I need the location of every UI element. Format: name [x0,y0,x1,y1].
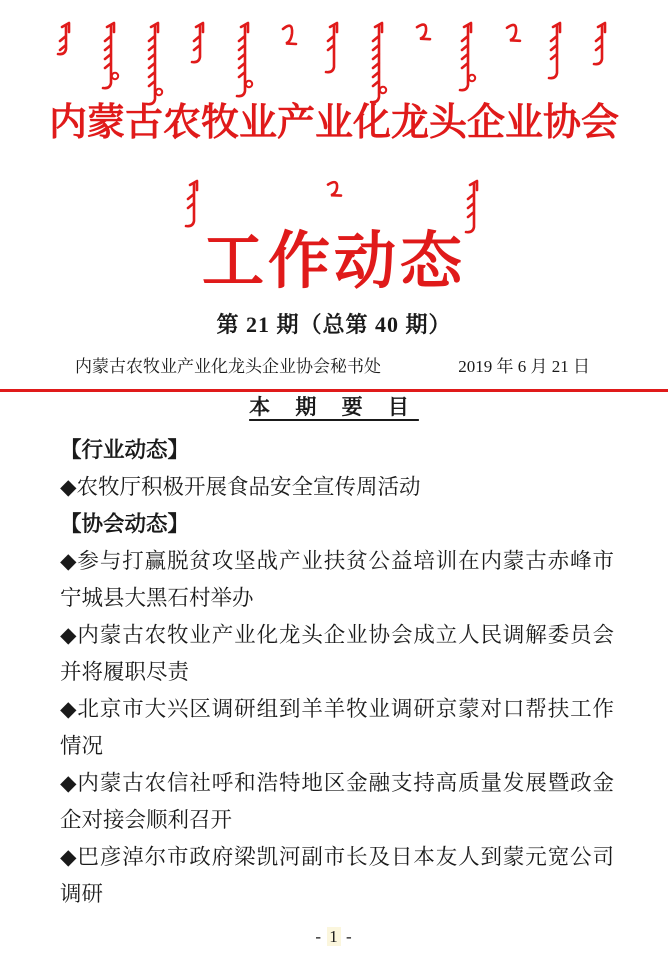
toc-item-line: 调研 [60,882,104,906]
mongolian-glyph [190,20,210,66]
mongolian-glyph [413,20,433,44]
mongolian-script-row-top [56,20,612,110]
toc-section-heading: 【行业动态】 [60,438,190,462]
toc-list [60,432,614,913]
toc-item-line: 企对接会顺利召开 [60,808,233,832]
mongolian-glyph [184,178,204,230]
mongolian-glyph [279,20,299,50]
meta-row [75,355,590,379]
toc-section-heading: 【协会动态】 [60,512,190,536]
toc-item-line: ◆巴彦淖尔市政府梁凯河副市长及日本友人到蒙元宽公司 [60,845,614,869]
page-number: 1 [329,927,339,946]
org-title: 内蒙古农牧业产业化龙头企业协会 [48,102,619,144]
mongolian-glyph [145,20,165,108]
red-divider [0,389,668,392]
issue-number: 第 21 期（总第 40 期） [216,312,452,337]
mongolian-glyph [324,178,344,200]
mongolian-glyph [101,20,121,92]
toc-item-line: ◆内蒙古农牧业产业化龙头企业协会成立人民调解委员会 [60,623,614,647]
toc-heading: 本 期 要 目 [249,395,419,419]
toc-item-line: 并将履职尽责 [60,660,190,684]
page-footer [0,927,668,947]
mongolian-glyph [458,20,478,94]
toc-item-line: ◆内蒙古农信社呼和浩特地区金融支持高质量发展暨政金 [60,771,614,795]
issue-date: 2019 年 6 月 21 日 [458,357,590,376]
mongolian-glyph [324,20,344,76]
toc-item-line: ◆北京市大兴区调研组到羊羊牧业调研京蒙对口帮扶工作 [60,697,614,721]
toc-item-line: ◆参与打赢脱贫攻坚战产业扶贫公益培训在内蒙古赤峰市 [60,549,614,573]
footer-left-dash: - [315,927,322,946]
mongolian-glyph [547,20,567,82]
mongolian-glyph [464,178,484,236]
mongolian-glyph [56,20,76,58]
publisher: 内蒙古农牧业产业化龙头企业协会秘书处 [75,357,381,376]
mongolian-glyph [235,20,255,100]
mongolian-glyph [503,20,523,46]
mongolian-glyph [369,20,389,106]
footer-right-dash: - [346,927,353,946]
toc-item-line: 宁城县大黑石村举办 [60,586,254,610]
mongolian-glyph [592,20,612,68]
banner-title: 工作动态 [201,228,466,296]
toc-item-line: ◆农牧厅积极开展食品安全宣传周活动 [60,475,421,499]
toc-item-line: 情况 [60,734,104,758]
